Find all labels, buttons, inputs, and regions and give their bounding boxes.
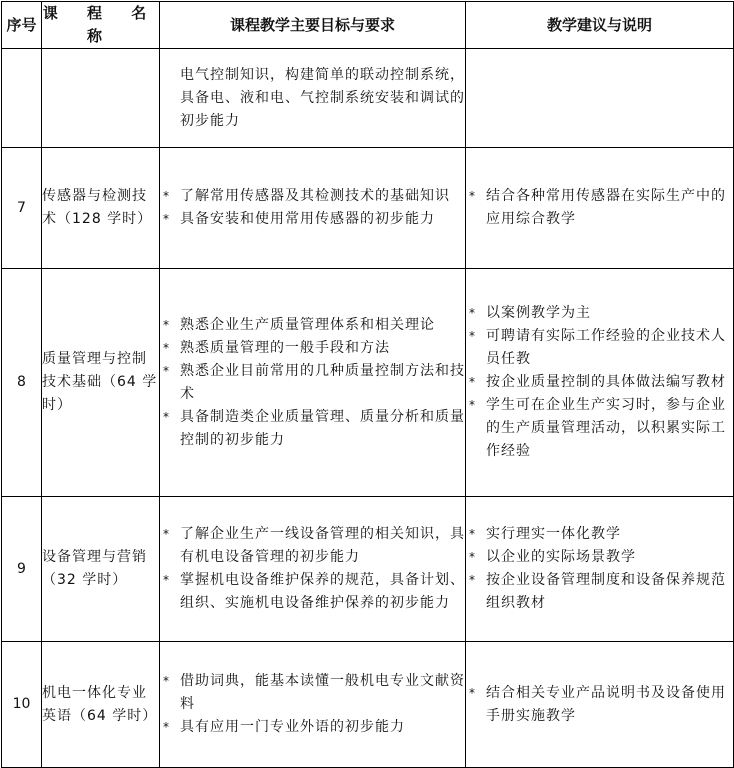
notes-list <box>466 523 733 615</box>
notes-list <box>466 682 733 728</box>
goals-item <box>160 337 465 360</box>
notes-item-text: 可聘请有实际工作经验的企业技术人员任教 <box>486 328 726 367</box>
header-no: 序号 <box>2 2 42 49</box>
notes-item <box>466 371 733 394</box>
goals-item <box>160 314 465 337</box>
notes-item <box>466 682 733 728</box>
course-goals-cell <box>160 497 466 642</box>
header-course-name: 课 程 名 称 <box>42 2 160 49</box>
goals-item-text: 熟悉质量管理的一般手段和方法 <box>180 339 390 356</box>
notes-item-text: 学生可在企业生产实习时，参与企业的生产质量管理活动，以积累实际工作经验 <box>486 397 726 459</box>
goals-item <box>160 208 465 231</box>
goals-list <box>160 670 465 739</box>
bullet-icon: * <box>469 527 476 541</box>
notes-item <box>466 302 733 325</box>
course-number: 10 <box>2 642 42 768</box>
notes-item-text: 实行理实一体化教学 <box>486 526 621 542</box>
goals-item-text: 具有应用一门专业外语的初步能力 <box>180 719 405 735</box>
goals-item-text: 具备安装和使用常用传感器的初步能力 <box>180 211 435 227</box>
goals-item <box>160 670 465 716</box>
notes-item <box>466 394 733 463</box>
course-row <box>2 269 734 497</box>
bullet-icon: * <box>163 674 170 688</box>
course-name: 传感器与检测技术（128 学时） <box>42 148 160 269</box>
goals-item-text: 借助词典，能基本读懂一般机电专业文献资料 <box>180 673 465 712</box>
goals-item-text: 了解企业生产一线设备管理的相关知识，具有机电设备管理的初步能力 <box>180 526 465 565</box>
course-goals-cell <box>160 269 466 497</box>
notes-item-text: 结合各种常用传感器在实际生产中的应用综合教学 <box>486 188 726 227</box>
bullet-icon: * <box>163 527 170 541</box>
notes-list <box>466 185 733 231</box>
bullet-icon: * <box>469 398 476 412</box>
bullet-icon: * <box>163 212 170 226</box>
notes-item-text: 以案例教学为主 <box>486 305 591 321</box>
bullet-icon: * <box>469 550 476 564</box>
bullet-icon: * <box>163 573 170 587</box>
continuation-notes-cell <box>466 49 734 148</box>
course-goals-cell <box>160 148 466 269</box>
goals-list <box>160 523 465 615</box>
course-table <box>1 1 734 768</box>
course-name: 机电一体化专业英语（64 学时） <box>42 642 160 768</box>
course-number: 8 <box>2 269 42 497</box>
header-notes: 教学建议与说明 <box>466 2 734 49</box>
bullet-icon: * <box>163 720 170 734</box>
course-notes-cell <box>466 269 734 497</box>
bullet-icon: * <box>163 340 170 355</box>
bullet-icon: * <box>163 409 170 424</box>
course-row <box>2 148 734 269</box>
course-notes-cell <box>466 642 734 768</box>
continuation-goals-cell <box>160 49 466 148</box>
notes-item-text: 按企业设备管理制度和设备保养规范组织教材 <box>486 572 726 611</box>
bullet-icon: * <box>469 189 476 203</box>
bullet-icon: * <box>469 375 476 389</box>
course-row <box>2 497 734 642</box>
goals-item <box>160 406 465 452</box>
notes-item-text: 结合相关专业产品说明书及设备使用手册实施教学 <box>486 684 726 724</box>
continuation-no-cell <box>2 49 42 148</box>
goals-item-text: 了解常用传感器及其检测技术的基础知识 <box>180 188 450 204</box>
goals-list <box>160 185 465 231</box>
bullet-icon: * <box>469 685 476 700</box>
notes-item <box>466 325 733 371</box>
bullet-icon: * <box>163 317 170 332</box>
notes-item <box>466 523 733 546</box>
goals-item-text: 熟悉企业目前常用的几种质量控制方法和技术 <box>180 362 465 402</box>
continuation-name-cell <box>42 49 160 148</box>
course-notes-cell <box>466 148 734 269</box>
bullet-icon: * <box>163 189 170 203</box>
header-row <box>2 2 734 49</box>
bullet-icon: * <box>469 573 476 587</box>
notes-item <box>466 546 733 569</box>
bullet-icon: * <box>469 329 476 343</box>
notes-item <box>466 569 733 615</box>
course-number: 9 <box>2 497 42 642</box>
course-goals-cell <box>160 642 466 768</box>
notes-item-text: 按企业质量控制的具体做法编写教材 <box>486 374 726 390</box>
course-name: 设备管理与营销（32 学时） <box>42 497 160 642</box>
header-goals: 课程教学主要目标与要求 <box>160 2 466 49</box>
continuation-goals-text: 电气控制知识，构建简单的联动控制系统，具备电、液和电、气控制系统安装和调试的初步能力 <box>180 66 465 129</box>
goals-item <box>160 360 465 406</box>
goals-item-text: 熟悉企业生产质量管理体系和相关理论 <box>180 316 435 333</box>
course-notes-cell <box>466 497 734 642</box>
course-row <box>2 642 734 768</box>
continuation-row <box>2 49 734 148</box>
notes-item <box>466 185 733 231</box>
goals-list <box>160 314 465 452</box>
goals-item <box>160 716 465 739</box>
goals-item <box>160 569 465 615</box>
goals-item <box>160 523 465 569</box>
notes-list <box>466 302 733 463</box>
goals-item <box>160 185 465 208</box>
course-number: 7 <box>2 148 42 269</box>
bullet-icon: * <box>163 363 170 378</box>
bullet-icon: * <box>469 306 476 320</box>
goals-item-text: 具备制造类企业质量管理、质量分析和质量控制的初步能力 <box>180 408 465 448</box>
goals-item-text: 掌握机电设备维护保养的规范，具备计划、组织、实施机电设备维护保养的初步能力 <box>180 572 465 611</box>
course-name: 质量管理与控制技术基础（64 学时） <box>42 269 160 497</box>
notes-item-text: 以企业的实际场景教学 <box>486 549 636 565</box>
